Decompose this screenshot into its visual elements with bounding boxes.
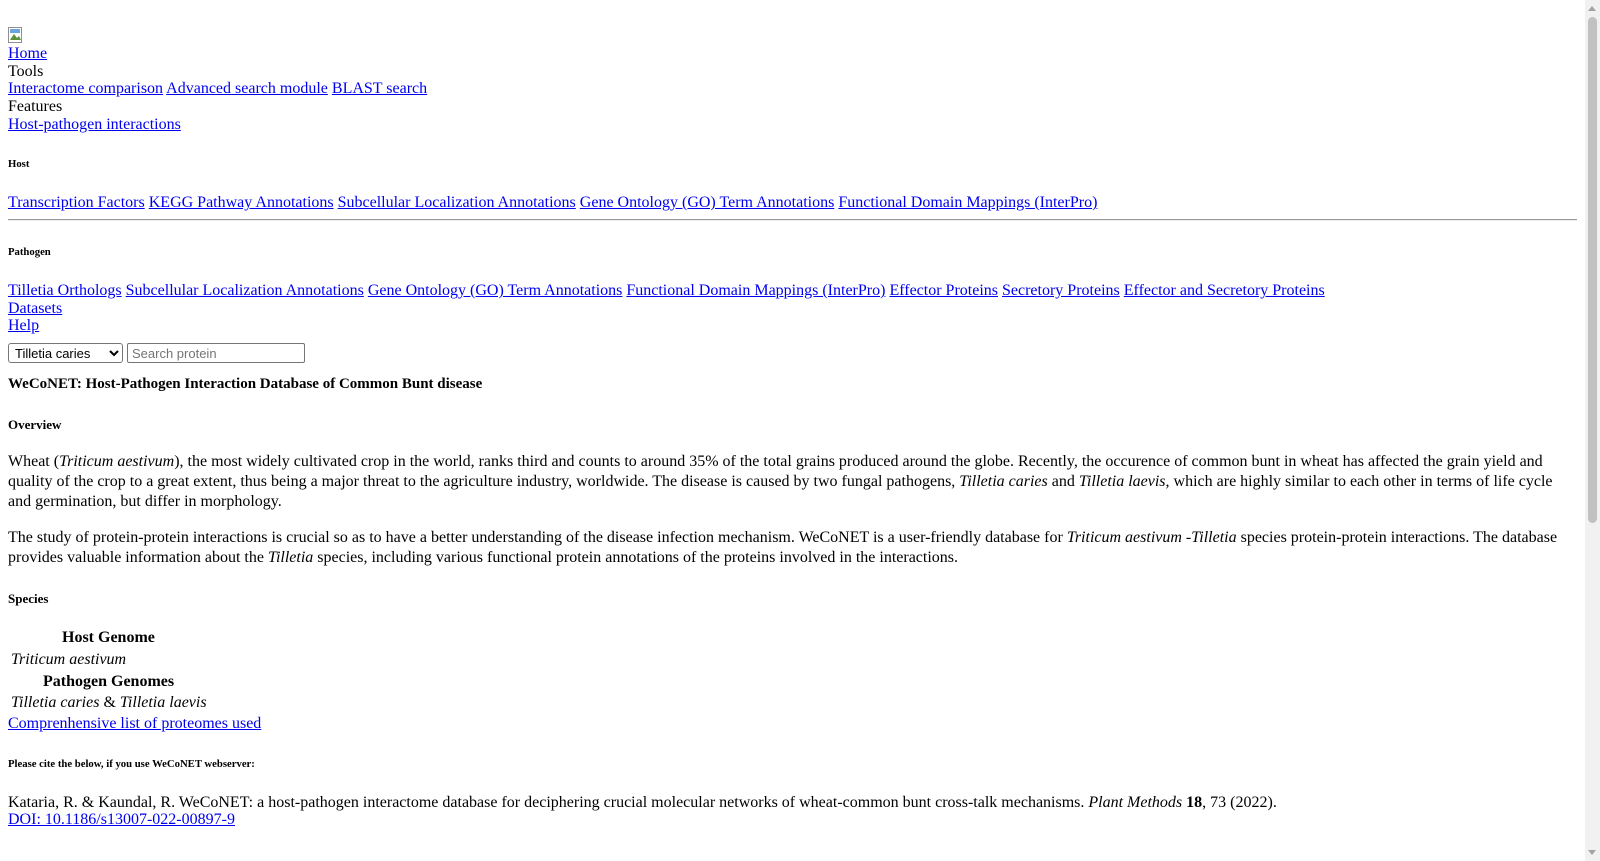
advanced-search-link[interactable]: Advanced search module (166, 80, 328, 97)
page-title: WeCoNET: Host-Pathogen Interaction Database of Common Bunt disease (8, 376, 483, 392)
pathogen-section-heading: Pathogen (8, 246, 51, 258)
host-kegg-pathway-link[interactable]: KEGG Pathway Annotations (148, 194, 334, 211)
scroll-up-arrow-icon[interactable] (1588, 6, 1596, 11)
scrollbar-thumb[interactable] (1588, 17, 1597, 523)
pathogen-genomes-heading: Pathogen Genomes (43, 673, 175, 690)
citation-heading: Please cite the below, if you use WeCoNET webserver: (8, 758, 255, 770)
interactome-comparison-link[interactable]: Interactome comparison (8, 80, 164, 97)
pathogen-effector-secretory-link[interactable]: Effector and Secretory Proteins (1123, 282, 1325, 299)
host-go-term-link[interactable]: Gene Ontology (GO) Term Annotations (579, 194, 835, 211)
host-interpro-link[interactable]: Functional Domain Mappings (InterPro) (838, 194, 1098, 211)
citation-doi-link[interactable]: DOI: 10.1186/s13007-022-00897-9 (8, 811, 235, 828)
host-transcription-factors-link[interactable]: Transcription Factors (8, 194, 145, 211)
scroll-down-arrow-icon[interactable] (1588, 850, 1596, 855)
nav-tools-label: Tools (8, 63, 44, 80)
host-pathogen-divider (8, 219, 1577, 221)
pathogen-secretory-proteins-link[interactable]: Secretory Proteins (1002, 282, 1120, 299)
pathogen-subcellular-localization-link[interactable]: Subcellular Localization Annotations (125, 282, 364, 299)
pathogen-orthologs-link[interactable]: Tilletia Orthologs (8, 282, 122, 299)
species-heading: Species (8, 591, 49, 606)
proteomes-list-link[interactable]: Comprenhensive list of proteomes used (8, 715, 262, 732)
nav-help-link[interactable]: Help (8, 317, 40, 334)
nav-datasets-link[interactable]: Datasets (8, 300, 63, 317)
vertical-scrollbar[interactable] (1585, 0, 1600, 861)
host-subcellular-localization-link[interactable]: Subcellular Localization Annotations (337, 194, 576, 211)
pathogen-go-term-link[interactable]: Gene Ontology (GO) Term Annotations (367, 282, 623, 299)
host-genome-value: Triticum aestivum (11, 651, 127, 668)
pathogen-effector-proteins-link[interactable]: Effector Proteins (889, 282, 998, 299)
blast-search-link[interactable]: BLAST search (331, 80, 428, 97)
pathogen-interpro-link[interactable]: Functional Domain Mappings (InterPro) (626, 282, 886, 299)
citation-text: Kataria, R. & Kaundal, R. WeCoNET: a host-pathogen interactome database for deciphering crucial molecular networks of wheat-common bunt cross-talk mechanisms. Plant Methods 18, 73 (2022). (8, 794, 1277, 811)
species-select[interactable] (8, 343, 123, 363)
host-section-heading: Host (8, 158, 30, 170)
host-genome-heading: Host Genome (62, 629, 155, 646)
overview-heading: Overview (8, 417, 62, 432)
host-links-row (8, 194, 1097, 212)
site-logo-broken-image (8, 27, 24, 43)
nav-tools-menu (8, 80, 427, 98)
host-pathogen-interactions-link[interactable]: Host-pathogen interactions (8, 116, 181, 133)
overview-paragraph-2: The study of protein-protein interactions is crucial so as to have a better understanding of the disease infection mechanism. WeCoNET is a user-friendly database for Triticum aestivum -Tilletia species protein-protein interactions. The database provides valuable information about the Tilletia species, including various functional protein annotations of the proteins involved in the interactions. (8, 529, 1558, 566)
pathogen-genomes-value: Tilletia caries & Tilletia laevis (11, 694, 207, 711)
nav-features-label: Features (8, 98, 63, 115)
overview-paragraph-1: Wheat (Triticum aestivum), the most widely cultivated crop in the world, ranks third and counts to around 35% of the total grains produced around the globe. Recently, the occurence of common bunt in wheat has affected the grain yield and quality of the crop to a great extent, thus being a major threat to the agriculture industry, worldwide. The disease is caused by two fungal pathogens, Tilletia caries and Tilletia laevis, which are highly similar to each other in terms of life cycle and germination, but differ in morphology. (8, 453, 1553, 510)
nav-home-link[interactable]: Home (8, 45, 48, 62)
protein-search-input[interactable] (127, 343, 305, 363)
pathogen-links-row (8, 282, 1325, 300)
